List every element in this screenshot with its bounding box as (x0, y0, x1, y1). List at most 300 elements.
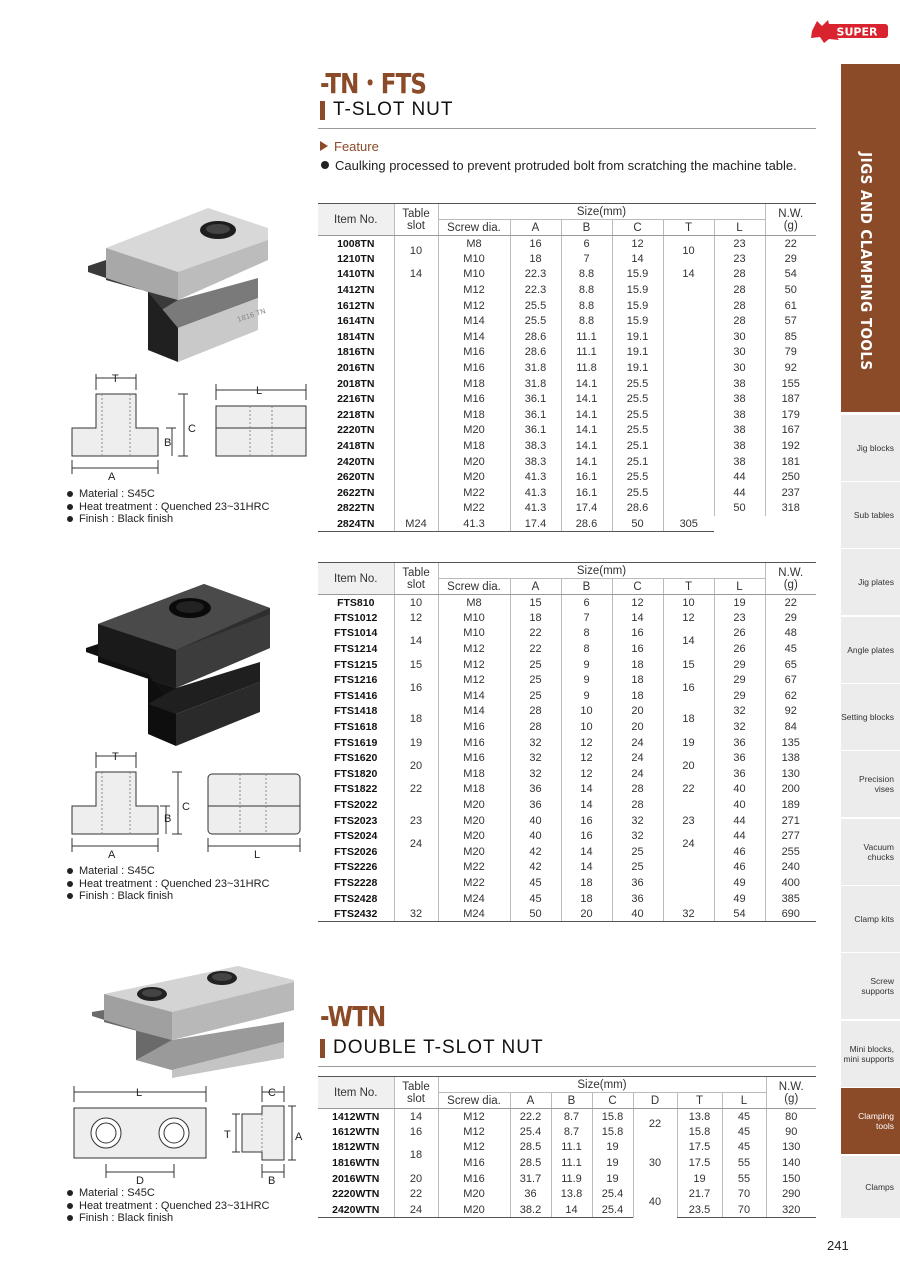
cell-b: 14 (561, 844, 612, 860)
wtn-note-material: Material : S45C (66, 1187, 269, 1200)
cell-nw: 400 (765, 875, 816, 891)
cell-b: 12 (561, 766, 612, 782)
tn-photo-engraving: 1816 TN (236, 307, 267, 324)
cell-b: 11.8 (561, 360, 612, 376)
cell-nw: 54 (765, 267, 816, 283)
cell-a: 36.1 (510, 391, 561, 407)
cell-screw: M14 (438, 704, 510, 720)
cell-a: 22.2 (510, 1109, 551, 1125)
cell-item: 2220TN (337, 424, 375, 437)
cell-item: 1816WTN (332, 1157, 380, 1170)
cell-screw: M10 (438, 267, 510, 283)
cell-item: FTS2226 (334, 861, 378, 874)
cell-nw: 135 (765, 735, 816, 751)
cell-slot: 14 (394, 1109, 438, 1125)
cell-item: FTS2228 (334, 876, 378, 889)
cell-nw: 48 (765, 626, 816, 642)
tn-note-finish: Finish : Black finish (66, 513, 269, 526)
fts-th-item: Item No. (318, 563, 394, 595)
cell-slot: 24 (394, 828, 438, 859)
cell-slot (394, 313, 438, 344)
cell-a: 28 (510, 719, 561, 735)
cell-nw: 57 (765, 313, 816, 329)
cell-screw: M20 (438, 1186, 510, 1202)
table-row (318, 1186, 816, 1202)
cell-screw: M20 (438, 1202, 510, 1218)
cell-d: 22 (633, 1109, 677, 1140)
wtn-name-title (320, 1037, 544, 1059)
cell-t: 14 (663, 626, 714, 657)
cell-item: FTS1820 (334, 767, 378, 780)
sidebar-item-label: Setting blocks (841, 712, 894, 722)
cell-t: 23 (663, 813, 714, 829)
sidebar-item-label: Mini blocks, mini supports (843, 1044, 894, 1064)
cell-b: 14.1 (561, 376, 612, 392)
section1-rule (318, 128, 816, 129)
table-row (318, 501, 816, 517)
cell-a: 22 (510, 641, 561, 657)
cell-b: 18 (561, 875, 612, 891)
cell-t: 13.8 (677, 1109, 722, 1125)
cell-slot: 12 (394, 610, 438, 626)
cell-l: 30 (714, 345, 765, 361)
cell-l: 40 (714, 797, 765, 813)
cell-c: 19 (592, 1155, 633, 1171)
cell-c: 19.1 (612, 345, 663, 361)
cell-screw: M16 (438, 360, 510, 376)
cell-b: 14 (561, 782, 612, 798)
cell-nw: 22 (765, 236, 816, 252)
cell-t: 14 (663, 267, 714, 283)
cell-slot: 22 (394, 782, 438, 798)
feature-heading-text: Feature (334, 139, 379, 154)
table-row (318, 516, 816, 532)
cell-item: FTS2023 (334, 814, 378, 827)
cell-a: 28.6 (510, 329, 561, 345)
cell-l: 23 (714, 610, 765, 626)
cell-l: 29 (714, 688, 765, 704)
table-row (318, 360, 816, 376)
cell-nw: 255 (765, 844, 816, 860)
cell-slot: 24 (394, 1202, 438, 1218)
tn-th-slot: Table slot (394, 204, 438, 236)
table-row (318, 844, 816, 860)
cell-b: 16 (561, 828, 612, 844)
cell-screw: M10 (438, 251, 510, 267)
table-row (318, 672, 816, 688)
wtn-spec-table (318, 1076, 816, 1218)
sidebar-item-jig-plates[interactable] (841, 549, 900, 615)
cell-screw: M12 (438, 298, 510, 314)
cell-t (663, 860, 714, 891)
cell-l: 38 (714, 407, 765, 423)
cell-b: 8.8 (561, 282, 612, 298)
cell-item: FTS2022 (334, 799, 378, 812)
cell-b: 11.9 (551, 1171, 592, 1187)
cell-item: FTS1418 (334, 705, 378, 718)
fts-th-c: C (612, 579, 663, 595)
cell-a: 42 (510, 844, 561, 860)
cell-nw: 45 (765, 641, 816, 657)
cell-slot (394, 860, 438, 891)
cell-b: 12 (561, 735, 612, 751)
table-row (318, 875, 816, 891)
cell-slot: 22 (394, 1186, 438, 1202)
cell-screw: M20 (438, 454, 510, 470)
cell-b: 16.1 (561, 469, 612, 485)
cell-t: 12 (663, 610, 714, 626)
cell-c: 15.9 (612, 282, 663, 298)
cell-nw: 140 (766, 1155, 816, 1171)
table-row (318, 797, 816, 813)
cell-nw: 150 (766, 1171, 816, 1187)
cell-screw: M20 (438, 828, 510, 844)
cell-b: 14 (551, 1202, 592, 1218)
cell-nw: 50 (765, 282, 816, 298)
fts-product-photo (84, 578, 284, 748)
cell-a: 40 (510, 828, 561, 844)
sidebar-item-clamp-kits[interactable] (841, 886, 900, 952)
cell-screw: M20 (438, 844, 510, 860)
cell-nw: 92 (765, 360, 816, 376)
cell-item: 1816TN (337, 346, 375, 359)
cell-t (663, 891, 714, 907)
feature-heading (320, 139, 379, 154)
cell-item: FTS1012 (334, 611, 378, 624)
cell-l: 36 (714, 766, 765, 782)
tn-th-item: Item No. (318, 204, 394, 236)
cell-screw: M12 (438, 1109, 510, 1125)
cell-l: 38 (714, 454, 765, 470)
cell-item: 2016TN (337, 362, 375, 375)
cell-a: 28.5 (510, 1140, 551, 1156)
wtn-th-a: A (510, 1093, 551, 1109)
sidebar-item-label: Precision vises (859, 774, 894, 794)
sidebar-item-jig-blocks[interactable] (841, 415, 900, 481)
wtn-th-nw: N.W. (g) (766, 1077, 816, 1109)
cell-screw: M12 (438, 1124, 510, 1140)
cell-a: 22 (510, 626, 561, 642)
sidebar-item-clamps[interactable] (841, 1156, 900, 1218)
table-row (318, 469, 816, 485)
tn-spec-table (318, 203, 816, 532)
cell-c: 25.5 (612, 423, 663, 439)
cell-a: 18 (510, 251, 561, 267)
cell-item: FTS1216 (334, 674, 378, 687)
cell-nw: 290 (766, 1186, 816, 1202)
cell-c: 19 (592, 1140, 633, 1156)
cell-t (663, 376, 714, 407)
cell-nw: 138 (765, 750, 816, 766)
cell-c: 14 (612, 251, 663, 267)
category-sidebar (841, 64, 900, 1221)
fts-note-finish: Finish : Black finish (66, 890, 269, 903)
cell-c: 25.4 (592, 1186, 633, 1202)
fts-th-l: L (714, 579, 765, 595)
cell-screw: M16 (438, 1171, 510, 1187)
cell-item: 1412WTN (332, 1110, 380, 1123)
cell-c: 15.9 (612, 313, 663, 329)
cell-l: 45 (722, 1140, 766, 1156)
cell-item: FTS2024 (334, 830, 378, 843)
cell-slot: 14 (394, 267, 438, 283)
cell-c: 16 (612, 641, 663, 657)
cell-slot (394, 485, 438, 516)
sidebar-item-clamping-tools[interactable] (841, 1088, 900, 1154)
fts-dimension-drawing (66, 748, 316, 860)
table-row (318, 657, 816, 673)
cell-c: 25.5 (612, 391, 663, 407)
cell-a: 18 (510, 610, 561, 626)
cell-l: 28 (714, 313, 765, 329)
cell-c: 25.1 (612, 438, 663, 454)
cell-nw: 167 (765, 423, 816, 439)
sidebar-item-precision-vises[interactable] (841, 751, 900, 817)
cell-l: 40 (714, 782, 765, 798)
cell-item: 2822TN (337, 502, 375, 515)
cell-c: 16 (612, 626, 663, 642)
cell-nw: 85 (765, 329, 816, 345)
cell-a: 36 (510, 1186, 551, 1202)
cell-screw: M22 (438, 501, 510, 517)
fts-th-b: B (561, 579, 612, 595)
cell-slot: 16 (394, 672, 438, 703)
cell-nw: 320 (766, 1202, 816, 1218)
cell-nw: 237 (765, 485, 816, 501)
tn-fts-name-text: T-SLOT NUT (333, 99, 454, 120)
cell-a: 45 (510, 891, 561, 907)
cell-t: 17.5 (677, 1140, 722, 1156)
cell-c: 12 (612, 595, 663, 611)
super-logo (808, 18, 890, 44)
tn-th-size: Size(mm) (438, 204, 765, 220)
cell-nw: 61 (765, 298, 816, 314)
cell-l: 46 (714, 844, 765, 860)
tn-note-material: Material : S45C (66, 488, 269, 501)
bullet-icon (321, 161, 329, 169)
cell-slot: 15 (394, 657, 438, 673)
sidebar-item-setting-blocks[interactable] (841, 684, 900, 750)
table-row (318, 438, 816, 454)
cell-l: 70 (722, 1186, 766, 1202)
cell-b: 7 (561, 251, 612, 267)
tn-dimension-drawing (66, 370, 316, 482)
cell-c: 32 (612, 813, 663, 829)
table-row (318, 766, 816, 782)
cell-t (663, 282, 714, 313)
sidebar-main-category[interactable] (841, 64, 900, 412)
cell-a: 28.6 (510, 345, 561, 361)
cell-b: 8 (561, 626, 612, 642)
wtn-th-item: Item No. (318, 1077, 394, 1109)
cell-t (663, 313, 714, 344)
cell-nw: 22 (765, 595, 816, 611)
cell-screw: M12 (438, 641, 510, 657)
cell-c: 25 (612, 844, 663, 860)
cell-c: 15.8 (592, 1124, 633, 1140)
cell-b: 6 (561, 236, 612, 252)
cell-l: 29 (714, 657, 765, 673)
cell-c: 18 (612, 688, 663, 704)
table-row (318, 860, 816, 876)
wtn-table-body (318, 1109, 816, 1218)
table-row (318, 329, 816, 345)
table-row (318, 1155, 816, 1171)
cell-b: 8.8 (561, 267, 612, 283)
cell-c: 25.1 (612, 454, 663, 470)
cell-a: 38.3 (510, 438, 561, 454)
cell-b: 17.4 (510, 516, 561, 532)
cell-b: 11.1 (551, 1140, 592, 1156)
cell-t: 19 (663, 735, 714, 751)
cell-screw: M8 (438, 595, 510, 611)
cell-c: 12 (612, 236, 663, 252)
table-row (318, 251, 816, 267)
cell-t: 10 (663, 236, 714, 267)
cell-item: 1412TN (337, 284, 375, 297)
cell-t: 15.8 (677, 1124, 722, 1140)
sidebar-item-label: Clamp kits (854, 914, 894, 924)
cell-t: 16 (663, 672, 714, 703)
fts-spec-table (318, 562, 816, 922)
cell-item: FTS810 (337, 596, 375, 609)
cell-l: 55 (722, 1171, 766, 1187)
cell-screw: M14 (438, 329, 510, 345)
cell-nw: 92 (765, 704, 816, 720)
cell-a: 45 (510, 875, 561, 891)
cell-b: 11.1 (561, 329, 612, 345)
cell-b: 9 (561, 672, 612, 688)
cell-b: 8.7 (551, 1109, 592, 1125)
cell-screw: M24 (438, 891, 510, 907)
tn-dim-b: B (164, 437, 172, 449)
cell-slot: 10 (394, 236, 438, 267)
cell-item: FTS2428 (334, 892, 378, 905)
wtn-dim-b: B (268, 1175, 276, 1187)
cell-nw: 318 (765, 501, 816, 517)
cell-t: 21.7 (677, 1186, 722, 1202)
cell-nw: 277 (765, 828, 816, 844)
cell-a: 32 (510, 735, 561, 751)
cell-item: 1614TN (337, 315, 375, 328)
table-row (318, 391, 816, 407)
cell-screw: M16 (438, 735, 510, 751)
table-row (318, 1140, 816, 1156)
table-row (318, 407, 816, 423)
cell-slot: 18 (394, 704, 438, 735)
cell-c: 25.5 (612, 485, 663, 501)
cell-nw: 181 (765, 454, 816, 470)
cell-d: 30 (633, 1140, 677, 1187)
title-accent-bar (320, 101, 325, 120)
wtn-dimension-drawing (66, 1080, 316, 1188)
wtn-dim-t: T (224, 1129, 231, 1141)
cell-c: 18 (612, 672, 663, 688)
table-row (318, 626, 816, 642)
cell-l: 32 (714, 719, 765, 735)
cell-screw: M18 (438, 407, 510, 423)
cell-a: 25 (510, 688, 561, 704)
tn-th-b: B (561, 220, 612, 236)
cell-l: 45 (722, 1109, 766, 1125)
sidebar-item-label: Vacuum chucks (863, 842, 894, 862)
tn-dim-t: T (112, 373, 119, 385)
cell-b: 10 (561, 719, 612, 735)
cell-b: 14.1 (561, 438, 612, 454)
fts-note-material: Material : S45C (66, 865, 269, 878)
cell-item: FTS2026 (334, 845, 378, 858)
cell-t (663, 345, 714, 376)
cell-screw: M12 (438, 282, 510, 298)
sidebar-item-mini-blocks-mini-supports[interactable] (841, 1021, 900, 1087)
cell-l: 44 (714, 813, 765, 829)
cell-screw: M12 (438, 672, 510, 688)
cell-l: 30 (714, 360, 765, 376)
wtn-dim-c: C (268, 1087, 276, 1099)
wtn-th-c: C (592, 1093, 633, 1109)
cell-l: 45 (722, 1124, 766, 1140)
cell-l: 38 (714, 391, 765, 407)
cell-b: 11.1 (551, 1155, 592, 1171)
tn-th-t: T (663, 220, 714, 236)
cell-slot: 20 (394, 1171, 438, 1187)
cell-a: 31.8 (510, 360, 561, 376)
cell-l: 38 (714, 376, 765, 392)
cell-nw: 84 (765, 719, 816, 735)
cell-screw: M8 (438, 236, 510, 252)
table-row (318, 719, 816, 735)
wtn-product-photo (88, 960, 308, 1078)
table-row (318, 595, 816, 611)
cell-c: 15.9 (612, 267, 663, 283)
cell-a: 16 (510, 236, 561, 252)
table-row (318, 376, 816, 392)
cell-l: 50 (612, 516, 663, 532)
sidebar-item-angle-plates[interactable] (841, 617, 900, 683)
cell-c: 24 (612, 766, 663, 782)
cell-screw: M16 (438, 750, 510, 766)
cell-b: 14 (561, 797, 612, 813)
tn-dim-a: A (108, 471, 116, 482)
cell-t: 10 (663, 595, 714, 611)
cell-screw: M20 (438, 797, 510, 813)
sidebar-item-vacuum-chucks[interactable] (841, 819, 900, 885)
cell-l: 26 (714, 641, 765, 657)
cell-c: 36 (612, 875, 663, 891)
cell-c: 25.5 (612, 469, 663, 485)
cell-a: 40 (510, 813, 561, 829)
table-row (318, 423, 816, 439)
cell-item: 1812WTN (332, 1141, 380, 1154)
cell-a: 36.1 (510, 423, 561, 439)
page-number: 241 (827, 1238, 849, 1253)
sidebar-item-label: Clamps (865, 1182, 894, 1192)
cell-l: 38 (714, 423, 765, 439)
cell-t: 18 (663, 704, 714, 735)
cell-slot: 10 (394, 595, 438, 611)
sidebar-item-screw-supports[interactable] (841, 953, 900, 1019)
sidebar-item-sub-tables[interactable] (841, 482, 900, 548)
cell-screw: M20 (438, 813, 510, 829)
cell-t (663, 407, 714, 454)
cell-nw: 179 (765, 407, 816, 423)
cell-slot (394, 345, 438, 376)
wtn-dim-l: L (136, 1087, 143, 1099)
cell-a: 31.8 (510, 376, 561, 392)
wtn-dim-a: A (295, 1131, 303, 1143)
cell-screw: M16 (438, 345, 510, 361)
cell-nw: 80 (766, 1109, 816, 1125)
